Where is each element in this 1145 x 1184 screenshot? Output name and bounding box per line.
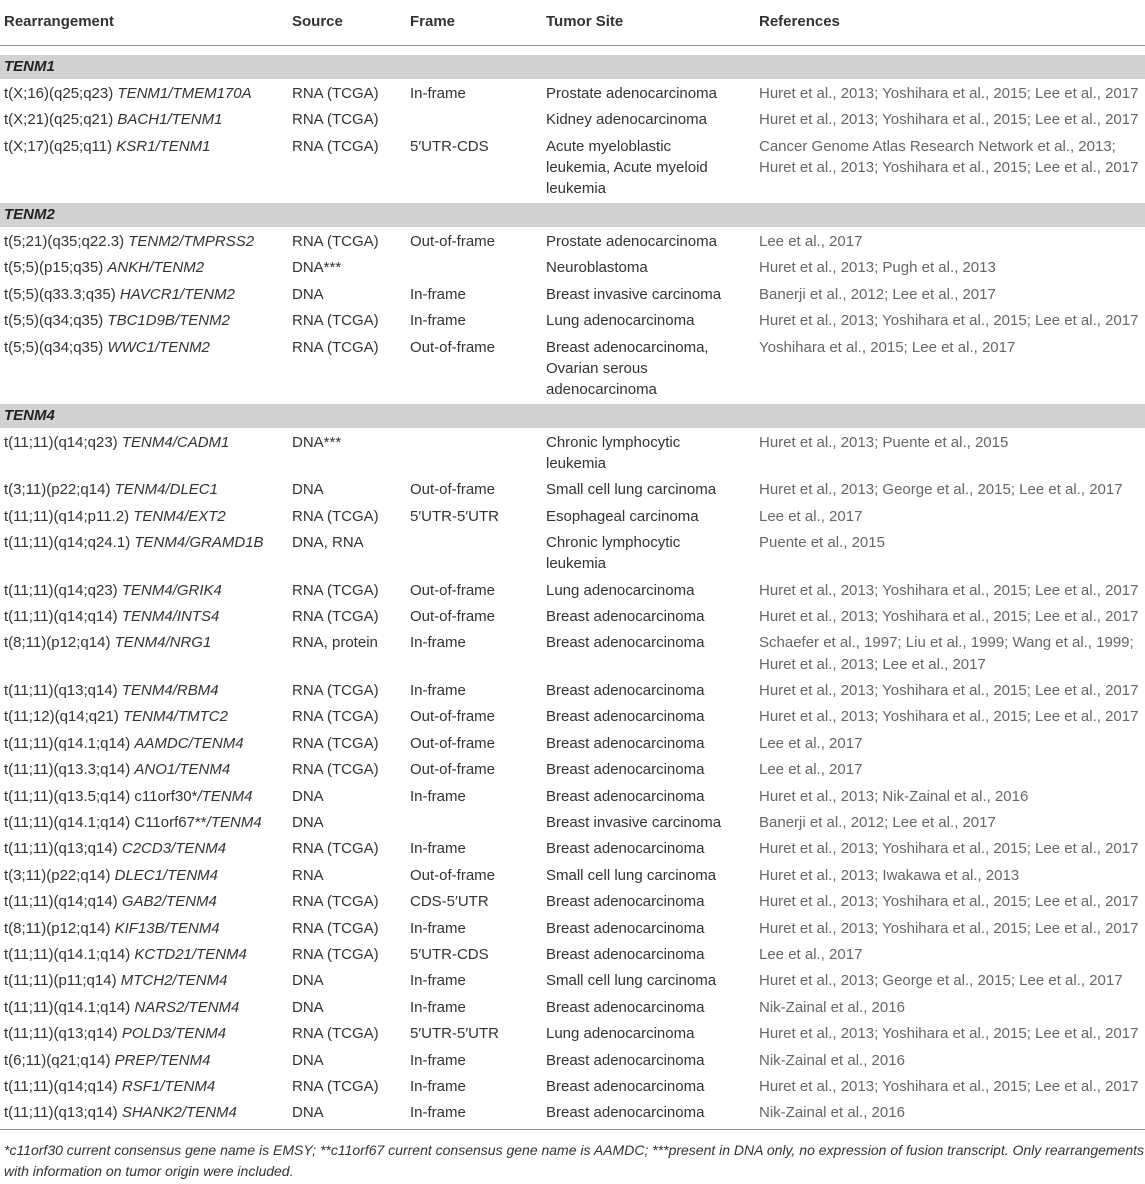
cell-references[interactable]: Huret et al., 2013; Puente et al., 2015 (759, 433, 1009, 451)
table-row (0, 133, 1145, 202)
table-row (0, 334, 1145, 403)
cell-references[interactable]: Huret et al., 2013; Yoshihara et al., 2015; Lee et al., 2017 (759, 919, 1139, 937)
cell-source: DNA (292, 1104, 324, 1122)
cell-source: RNA (TCGA) (292, 608, 379, 626)
cell-frame: In-frame (410, 787, 466, 805)
locus: t(8;11)(p12;q14) (4, 634, 111, 652)
cell-rearrangement (0, 310, 292, 331)
cell-tumor-site: Prostate adenocarcinoma (546, 84, 717, 102)
cell-rearrangement (0, 918, 292, 939)
locus: t(X;17)(q25;q11) (4, 137, 113, 155)
fusion-genes: TENM4/GRAMD1B (134, 534, 264, 552)
cell-source: DNA*** (292, 433, 342, 451)
cell-references[interactable]: Lee et al., 2017 (759, 761, 863, 779)
cell-references[interactable]: Lee et al., 2017 (759, 507, 863, 525)
locus: t(3;11)(p22;q14) (4, 866, 111, 884)
fusion-genes: TENM4/DLEC1 (114, 481, 218, 499)
table-row (0, 1073, 1145, 1099)
cell-references[interactable]: Huret et al., 2013; George et al., 2015; Lee et al., 2017 (759, 972, 1123, 990)
table-row (0, 1047, 1145, 1073)
locus: t(3;11)(p22;q14) (4, 481, 111, 499)
table-row (0, 757, 1145, 783)
cell-source: DNA (292, 1051, 324, 1069)
fusion-genes: TENM4/GRIK4 (121, 581, 222, 599)
cell-frame: In-frame (410, 1051, 466, 1069)
cell-rearrangement (0, 1023, 292, 1044)
table-row (0, 429, 1145, 477)
cell-rearrangement (0, 865, 292, 886)
fusion-genes: /TENM4 (197, 787, 253, 805)
table-row (0, 630, 1145, 678)
table-row (0, 704, 1145, 730)
cell-source: DNA (292, 814, 324, 831)
cell-source: RNA (TCGA) (292, 507, 379, 525)
cell-source: RNA (TCGA) (292, 708, 379, 726)
locus: t(11;11)(q13.5;q14) (4, 787, 131, 805)
cell-source: DNA (292, 285, 324, 303)
cell-references[interactable]: Huret et al., 2013; Yoshihara et al., 2015; Lee et al., 2017 (759, 708, 1139, 726)
section-header-tenm2: TENM2 (0, 202, 1145, 228)
locus: t(5;5)(q33.3;q35) (4, 285, 116, 303)
locus: t(6;11)(q21;q14) (4, 1051, 111, 1069)
locus: t(11;11)(q13;q14) (4, 1104, 118, 1122)
cell-rearrangement (0, 944, 292, 965)
cell-source: RNA (TCGA) (292, 1077, 379, 1095)
fusion-genes: WWC1/TENM2 (107, 338, 210, 356)
cell-frame: Out-of-frame (410, 708, 496, 726)
locus: t(5;5)(p15;q35) (4, 259, 104, 277)
column-header-references: References (759, 13, 840, 31)
cell-tumor-site: Chronic lymphocytic leukemia (546, 534, 681, 573)
cell-tumor-site: Breast adenocarcinoma (546, 761, 705, 779)
table-row (0, 836, 1145, 862)
cell-source: RNA (TCGA) (292, 734, 379, 752)
cell-source: RNA (TCGA) (292, 893, 379, 911)
locus: t(11;11)(q14;q14) (4, 893, 118, 911)
cell-tumor-site: Breast adenocarcinoma (546, 840, 705, 858)
fusion-genes: KIF13B/TENM4 (114, 919, 220, 937)
cell-source: RNA (TCGA) (292, 312, 379, 330)
table-row (0, 941, 1145, 967)
cell-references[interactable]: Yoshihara et al., 2015; Lee et al., 2017 (759, 338, 1016, 356)
locus: t(11;11)(q14;q23) (4, 433, 118, 451)
cell-references[interactable]: Huret et al., 2013; Yoshihara et al., 2015; Lee et al., 2017 (759, 581, 1139, 599)
cell-rearrangement (0, 891, 292, 912)
cell-rearrangement (0, 479, 292, 500)
cell-tumor-site: Breast adenocarcinoma (546, 919, 705, 937)
table-row (0, 1100, 1145, 1126)
table-row (0, 809, 1145, 835)
locus: t(11;11)(q14.1;q14) (4, 814, 131, 831)
cell-tumor-site: Breast adenocarcinoma (546, 1077, 705, 1095)
cell-source: RNA (TCGA) (292, 232, 379, 250)
header-spacer (0, 46, 1145, 54)
cell-frame: Out-of-frame (410, 761, 496, 779)
table-row (0, 255, 1145, 281)
cell-tumor-site: Breast adenocarcinoma (546, 893, 705, 911)
cell-tumor-site: Esophageal carcinoma (546, 507, 699, 525)
locus: t(5;5)(q34;q35) (4, 338, 104, 356)
cell-tumor-site: Prostate adenocarcinoma (546, 232, 717, 250)
table-row (0, 80, 1145, 106)
cell-source: RNA (TCGA) (292, 840, 379, 858)
cell-rearrangement (0, 231, 292, 252)
locus: t(5;5)(q34;q35) (4, 312, 104, 330)
cell-tumor-site: Small cell lung carcinoma (546, 481, 717, 499)
fusion-genes: TENM4/EXT2 (133, 507, 226, 525)
cell-frame (410, 257, 546, 278)
fusion-genes: TBC1D9B/TENM2 (107, 312, 230, 330)
cell-references[interactable]: Huret et al., 2013; Pugh et al., 2013 (759, 259, 996, 277)
table-row (0, 677, 1145, 703)
cell-references[interactable]: Lee et al., 2017 (759, 232, 863, 250)
locus: t(11;11)(q13;q14) (4, 1025, 118, 1043)
locus: t(X;16)(q25;q23) (4, 84, 114, 102)
table-row (0, 968, 1145, 994)
fusion-genes: TENM4/INTS4 (121, 608, 220, 626)
table-row (0, 503, 1145, 529)
cell-source: RNA (TCGA) (292, 84, 379, 102)
cell-tumor-site: Neuroblastoma (546, 259, 648, 277)
cell-source: DNA (292, 787, 324, 805)
cell-frame: In-frame (410, 840, 466, 858)
locus: t(8;11)(p12;q14) (4, 919, 111, 937)
locus: t(11;11)(q14;q23) (4, 581, 118, 599)
locus: t(11;11)(q13.3;q14) (4, 761, 131, 779)
locus: t(11;11)(q14.1;q14) (4, 945, 131, 963)
cell-references[interactable]: Lee et al., 2017 (759, 945, 863, 963)
locus: t(5;21)(q35;q22.3) (4, 232, 125, 250)
cell-rearrangement (0, 970, 292, 991)
cell-references[interactable]: Huret et al., 2013; Iwakawa et al., 2013 (759, 866, 1020, 884)
cell-source: DNA (292, 998, 324, 1016)
section-header-tenm4: TENM4 (0, 403, 1145, 429)
table-row (0, 862, 1145, 888)
locus: t(11;11)(q14;q14) (4, 1077, 118, 1095)
table-row (0, 107, 1145, 133)
cell-tumor-site: Acute myeloblastic leukemia, Acute myeloid leukemia (546, 137, 708, 198)
table-body (0, 54, 1145, 1126)
cell-tumor-site: Breast adenocarcinoma (546, 998, 705, 1016)
table-row (0, 994, 1145, 1020)
cell-references[interactable]: Huret et al., 2013; Yoshihara et al., 2015; Lee et al., 2017 (759, 1025, 1139, 1043)
cell-rearrangement (0, 812, 292, 833)
cell-tumor-site: Breast adenocarcinoma (546, 708, 705, 726)
cell-frame: In-frame (410, 312, 466, 330)
fusion-genes: SHANK2/TENM4 (121, 1104, 237, 1122)
cell-rearrangement (0, 680, 292, 701)
cell-references[interactable]: Huret et al., 2013; Yoshihara et al., 2015; Lee et al., 2017 (759, 1077, 1139, 1095)
cell-references[interactable]: Nik-Zainal et al., 2016 (759, 1104, 905, 1122)
cell-references[interactable]: Huret et al., 2013; Nik-Zainal et al., 2016 (759, 787, 1029, 805)
cell-tumor-site: Breast adenocarcinoma (546, 945, 705, 963)
cell-rearrangement (0, 532, 292, 574)
table-row (0, 730, 1145, 756)
cell-rearrangement (0, 632, 292, 674)
cell-rearrangement (0, 257, 292, 278)
cell-frame: Out-of-frame (410, 608, 496, 626)
cell-rearrangement (0, 337, 292, 401)
cell-source: RNA (TCGA) (292, 111, 379, 129)
cell-frame: 5′UTR-CDS (410, 137, 489, 155)
locus: t(11;11)(q13;q14) (4, 682, 118, 700)
locus: t(11;11)(q14;p11.2) (4, 507, 130, 525)
cell-tumor-site: Small cell lung carcinoma (546, 866, 717, 884)
cell-references[interactable]: Lee et al., 2017 (759, 734, 863, 752)
cell-rearrangement (0, 786, 292, 807)
fusion-genes: DLEC1/TENM4 (114, 866, 218, 884)
table-row (0, 477, 1145, 503)
fusion-genes: TENM4/NRG1 (114, 634, 212, 652)
fusion-genes: PREP/TENM4 (114, 1051, 211, 1069)
cell-rearrangement (0, 1076, 292, 1097)
table-row (0, 783, 1145, 809)
locus: t(11;11)(q13;q14) (4, 840, 118, 858)
cell-frame: In-frame (410, 998, 466, 1016)
fusion-genes: KSR1/TENM1 (116, 137, 211, 155)
table-footnote: *c11orf30 current consensus gene name is EMSY; **c11orf67 current consensus gene name is AAMDC; ***present in DNA only, no expression of fusion transcript. Only rearrangements with information on tumor origin were included. (4, 1142, 1145, 1180)
cell-frame: In-frame (410, 682, 466, 700)
fusion-genes: C2CD3/TENM4 (121, 840, 227, 858)
table-row (0, 281, 1145, 307)
fusion-genes: RSF1/TENM4 (121, 1077, 216, 1095)
cell-tumor-site: Breast adenocarcinoma (546, 787, 705, 805)
cell-references[interactable]: Nik-Zainal et al., 2016 (759, 1051, 905, 1069)
locus: t(11;11)(q14;q14) (4, 608, 118, 626)
cell-rearrangement (0, 506, 292, 527)
cell-references[interactable]: Huret et al., 2013; George et al., 2015; Lee et al., 2017 (759, 481, 1123, 499)
cell-tumor-site: Breast adenocarcinoma (546, 1104, 705, 1122)
cell-tumor-site: Breast adenocarcinoma (546, 634, 705, 652)
cell-source: RNA (TCGA) (292, 945, 379, 963)
cell-frame: 5′UTR-CDS (410, 945, 489, 963)
locus: t(11;12)(q14;q21) (4, 708, 119, 726)
table-header-row (0, 0, 1145, 46)
cell-references[interactable]: Huret et al., 2013; Yoshihara et al., 2015; Lee et al., 2017 (759, 84, 1139, 102)
fusion-genes: POLD3/TENM4 (121, 1025, 227, 1043)
cell-source: RNA (TCGA) (292, 338, 379, 356)
cell-references[interactable]: Huret et al., 2013; Yoshihara et al., 2015; Lee et al., 2017 (759, 312, 1139, 330)
table-row (0, 228, 1145, 254)
cell-tumor-site: Breast adenocarcinoma (546, 682, 705, 700)
cell-frame: Out-of-frame (410, 581, 496, 599)
fusion-genes: HAVCR1/TENM2 (119, 285, 235, 303)
locus: t(11;11)(q14.1;q14) (4, 734, 131, 752)
cell-references[interactable]: Nik-Zainal et al., 2016 (759, 998, 905, 1016)
cell-source: RNA (292, 866, 324, 884)
cell-source: RNA (TCGA) (292, 919, 379, 937)
cell-source: RNA (TCGA) (292, 1025, 379, 1043)
cell-frame: Out-of-frame (410, 481, 496, 499)
fusion-genes: NARS2/TENM4 (134, 998, 240, 1016)
cell-rearrangement (0, 83, 292, 104)
cell-frame (410, 532, 546, 574)
cell-tumor-site: Breast invasive carcinoma (546, 814, 722, 831)
cell-references[interactable]: Huret et al., 2013; Yoshihara et al., 2015; Lee et al., 2017 (759, 893, 1139, 911)
table-row (0, 915, 1145, 941)
cell-rearrangement (0, 997, 292, 1018)
locus: t(11;11)(q14;q24.1) (4, 534, 131, 552)
cell-frame: 5′UTR-5′UTR (410, 507, 499, 525)
fusion-genes: ANO1/TENM4 (134, 761, 231, 779)
cell-rearrangement (0, 284, 292, 305)
cell-rearrangement (0, 1050, 292, 1071)
cell-references[interactable]: Banerji et al., 2012; Lee et al., 2017 (759, 814, 996, 831)
cell-frame: In-frame (410, 84, 466, 102)
cell-tumor-site: Kidney adenocarcinoma (546, 111, 707, 129)
cell-frame: Out-of-frame (410, 866, 496, 884)
cell-references[interactable]: Cancer Genome Atlas Research Network et al., 2013; Huret et al., 2013; Yoshihara et al., 2015; Lee et al., 2017 (759, 137, 1139, 176)
cell-rearrangement (0, 759, 292, 780)
locus: t(X;21)(q25;q21) (4, 111, 114, 129)
section-header-tenm1: TENM1 (0, 54, 1145, 80)
cell-frame: CDS-5′UTR (410, 893, 489, 911)
fusion-genes: ANKH/TENM2 (107, 259, 205, 277)
cell-rearrangement (0, 606, 292, 627)
cell-frame (410, 432, 546, 474)
table-row (0, 577, 1145, 603)
fusion-genes: TENM4/RBM4 (121, 682, 219, 700)
cell-references[interactable]: Huret et al., 2013; Yoshihara et al., 2015; Lee et al., 2017 (759, 682, 1139, 700)
cell-frame: Out-of-frame (410, 338, 496, 356)
fusion-genes: TENM4/TMTC2 (122, 708, 228, 726)
cell-rearrangement (0, 838, 292, 859)
cell-rearrangement (0, 1102, 292, 1123)
cell-tumor-site: Lung adenocarcinoma (546, 1025, 695, 1043)
table-row (0, 603, 1145, 629)
cell-rearrangement (0, 109, 292, 130)
cell-frame: In-frame (410, 1077, 466, 1095)
cell-rearrangement (0, 580, 292, 601)
cell-frame (410, 812, 546, 833)
cell-references[interactable]: Schaefer et al., 1997; Liu et al., 1999; Wang et al., 1999; Huret et al., 2013; Lee et al., 2017 (759, 634, 1134, 673)
cell-references[interactable]: Puente et al., 2015 (759, 534, 885, 552)
fusion-genes: GAB2/TENM4 (121, 893, 217, 911)
cell-tumor-site: Chronic lymphocytic leukemia (546, 433, 681, 472)
gene-symbol: c11orf30* (134, 787, 198, 805)
cell-frame: In-frame (410, 919, 466, 937)
cell-tumor-site: Breast adenocarcinoma (546, 734, 705, 752)
column-header-frame: Frame (410, 13, 456, 31)
cell-tumor-site: Breast adenocarcinoma (546, 608, 705, 626)
cell-references[interactable]: Banerji et al., 2012; Lee et al., 2017 (759, 285, 996, 303)
cell-frame: In-frame (410, 1104, 466, 1122)
table-bottom-rule (0, 1129, 1145, 1130)
cell-source: RNA, protein (292, 634, 378, 652)
cell-tumor-site: Lung adenocarcinoma (546, 581, 695, 599)
column-header-rearrangement: Rearrangement (4, 13, 115, 31)
cell-rearrangement (0, 706, 292, 727)
fusion-genes: AAMDC/TENM4 (134, 734, 244, 752)
cell-tumor-site: Breast adenocarcinoma, Ovarian serous adenocarcinoma (546, 338, 709, 398)
cell-tumor-site: Breast invasive carcinoma (546, 285, 722, 303)
cell-tumor-site: Lung adenocarcinoma (546, 312, 695, 330)
cell-frame: In-frame (410, 634, 466, 652)
cell-frame (410, 109, 546, 130)
locus: t(11;11)(p11;q14) (4, 972, 117, 990)
table-row (0, 529, 1145, 577)
cell-tumor-site: Small cell lung carcinoma (546, 972, 717, 990)
cell-references[interactable]: Huret et al., 2013; Yoshihara et al., 2015; Lee et al., 2017 (759, 111, 1139, 129)
cell-references[interactable]: Huret et al., 2013; Yoshihara et al., 2015; Lee et al., 2017 (759, 608, 1139, 626)
cell-rearrangement (0, 733, 292, 754)
fusion-genes: MTCH2/TENM4 (120, 972, 228, 990)
cell-source: RNA (TCGA) (292, 761, 379, 779)
cell-source: RNA (TCGA) (292, 682, 379, 700)
cell-frame: In-frame (410, 285, 466, 303)
cell-rearrangement (0, 432, 292, 474)
gene-symbol: C11orf67** (134, 814, 207, 831)
cell-source: RNA (TCGA) (292, 581, 379, 599)
column-header-tumor-site: Tumor Site (546, 13, 624, 31)
cell-source: RNA (TCGA) (292, 137, 379, 155)
fusion-genes: KCTD21/TENM4 (134, 945, 247, 963)
fusion-genes: BACH1/TENM1 (117, 111, 223, 129)
table-row (0, 889, 1145, 915)
cell-frame: 5′UTR-5′UTR (410, 1025, 499, 1043)
cell-source: DNA, RNA (292, 534, 364, 552)
fusion-genes: /TENM4 (206, 814, 262, 831)
cell-rearrangement (0, 136, 292, 200)
cell-source: DNA (292, 481, 324, 499)
cell-tumor-site: Breast adenocarcinoma (546, 1051, 705, 1069)
fusion-genes: TENM2/TMPRSS2 (128, 232, 255, 250)
locus: t(11;11)(q14.1;q14) (4, 998, 131, 1016)
fusion-genes: TENM1/TMEM170A (117, 84, 252, 102)
table-row (0, 1021, 1145, 1047)
cell-frame: Out-of-frame (410, 232, 496, 250)
table-row (0, 308, 1145, 334)
cell-source: DNA*** (292, 259, 342, 277)
cell-source: DNA (292, 972, 324, 990)
column-header-source: Source (292, 13, 343, 31)
fusion-genes: TENM4/CADM1 (121, 433, 230, 451)
cell-references[interactable]: Huret et al., 2013; Yoshihara et al., 2015; Lee et al., 2017 (759, 840, 1139, 858)
cell-frame: In-frame (410, 972, 466, 990)
cell-frame: Out-of-frame (410, 734, 496, 752)
